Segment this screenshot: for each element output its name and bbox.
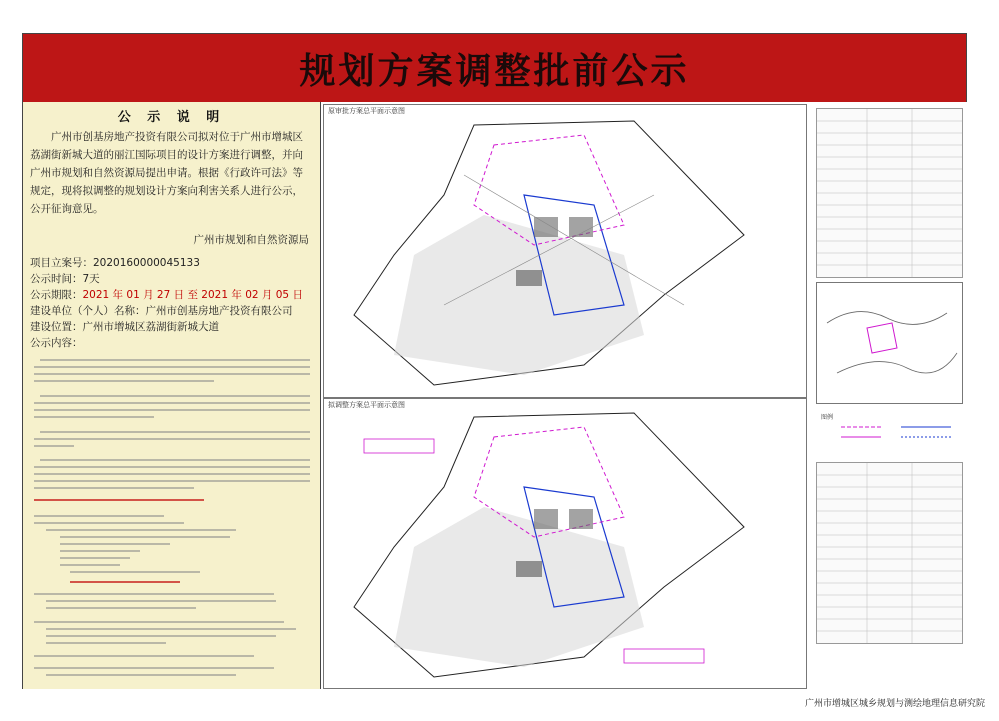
notice-panel [23,102,321,689]
field-duration: 公示时间：7天 [30,273,100,285]
legend [821,412,961,447]
page-title: 规划方案调整批前公示 [299,50,690,92]
notice-intro: 广州市创基房地产投资有限公司拟对位于广州市增城区荔湖街新城大道的丽江国际项目的设计方案进行调整，并向广州市规划和自然资源局提出申请。根据《行政许可法》等规定，现将拟调整的规划设计方案向利害关系人进行公示，公开征询意见。 [30,131,303,215]
field-applicant: 建设单位（个人）名称：广州市创基房地产投资有限公司 [30,305,293,317]
field-content: 公示内容： [30,337,83,349]
original-plan-title: 原审批方案总平面示意图 [328,107,405,115]
adjusted-plan-drawing [324,399,806,688]
notice-heading: 公 示 说 明 [117,110,226,125]
adjusted-site-plan [323,398,807,689]
notice-board [22,33,967,689]
field-period: 公示期限：2021 年 01 月 27 日 至 2021 年 02 月 05 日 [30,289,303,301]
legend-label: 图例 [821,414,834,421]
drawings-area [321,102,967,689]
adjusted-plan-title: 拟调整方案总平面示意图 [328,401,405,409]
location-map [816,282,963,404]
indicator-table-top [816,108,963,278]
issuer: 广州市规划和自然资源局 [193,234,309,246]
original-site-plan [323,104,807,398]
field-location: 建设位置：广州市增城区荔湖街新城大道 [30,321,219,333]
fine-print [30,355,314,685]
legend-swatches [821,421,961,445]
field-project-no: 项目立案号：2020160000045133 [30,257,200,269]
title-banner [23,34,966,103]
footer-credit: 广州市增城区城乡规划与测绘地理信息研究院 [804,699,985,709]
original-plan-drawing [324,105,806,397]
indicator-table-bottom [816,462,963,644]
